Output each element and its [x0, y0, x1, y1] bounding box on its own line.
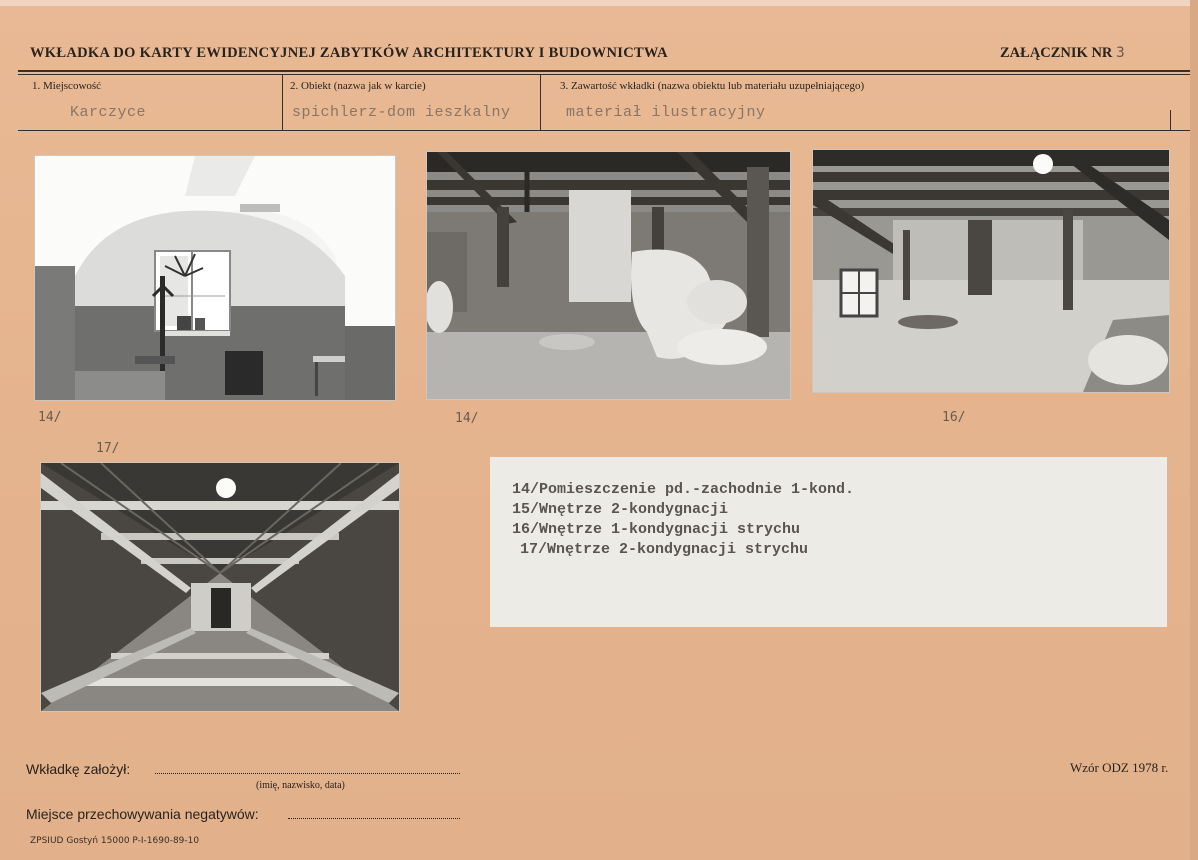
- photo-tag-2: 14/: [455, 411, 479, 426]
- founded-by-label: Wkładkę założył:: [26, 761, 131, 777]
- field-divider-1: [282, 74, 283, 130]
- photo-attic-first-level-image: [813, 150, 1169, 392]
- photo-attic-second-level-image: [41, 463, 399, 711]
- caption-line-3: 16/Wnętrze 1-kondygnacji strychu: [512, 521, 801, 538]
- photo-tag-3: 16/: [942, 410, 966, 425]
- locality-value: Karczyce: [70, 104, 147, 121]
- photo-attic-first-level: [812, 149, 1170, 393]
- photo-granary-floor-image: [427, 152, 790, 399]
- card-title: WKŁADKA DO KARTY EWIDENCYJNEJ ZABYTKÓW ARCHITEKTURY I BUDOWNICTWA: [30, 45, 668, 61]
- card-top-edge: [0, 0, 1198, 6]
- contents-value: materiał ilustracyjny: [566, 104, 766, 121]
- object-label: 2. Obiekt (nazwa jak w karcie): [290, 80, 426, 92]
- field-divider-2: [540, 74, 541, 130]
- photo-tag-1: 14/: [38, 410, 62, 425]
- photo-room-southwest-image: [35, 156, 395, 400]
- storage-label: Miejsce przechowywania negatywów:: [26, 806, 259, 822]
- card-right-edge: [1190, 0, 1198, 860]
- photo-room-southwest: [34, 155, 396, 401]
- caption-line-4: 17/Wnętrze 2-kondygnacji strychu: [520, 541, 809, 558]
- photo-tag-4: 17/: [96, 441, 120, 456]
- caption-line-2: 15/Wnętrze 2-kondygnacji: [512, 501, 729, 518]
- object-value: spichlerz-dom ieszkalny: [292, 104, 511, 121]
- storage-line: [288, 818, 460, 819]
- caption-line-1: 14/Pomieszczenie pd.-zachodnie 1-kond.: [512, 481, 855, 498]
- header-rule-top: [18, 70, 1190, 72]
- header-rule-second: [18, 74, 1190, 75]
- photo-granary-floor: [426, 151, 791, 400]
- template-label: Wzór ODZ 1978 r.: [1070, 760, 1169, 775]
- captions-panel: [490, 457, 1167, 627]
- header-rule-bottom: [18, 130, 1190, 131]
- locality-label: 1. Miejscowość: [32, 80, 102, 92]
- printer-imprint: ZPSIUD Gostyń 15000 P-I-1690-89-10: [30, 836, 200, 846]
- contents-label: 3. Zawartość wkładki (nazwa obiektu lub materiału uzupełniającego): [560, 80, 865, 92]
- annex-label: [1000, 45, 1125, 62]
- photo-attic-second-level: [40, 462, 400, 712]
- field-divider-3: [1170, 110, 1171, 130]
- founded-by-line: [155, 773, 460, 774]
- annex-label-text: ZAŁĄCZNIK NR: [1000, 45, 1113, 61]
- founded-by-hint: (imię, nazwisko, data): [256, 780, 345, 791]
- annex-number: 3: [1116, 45, 1125, 61]
